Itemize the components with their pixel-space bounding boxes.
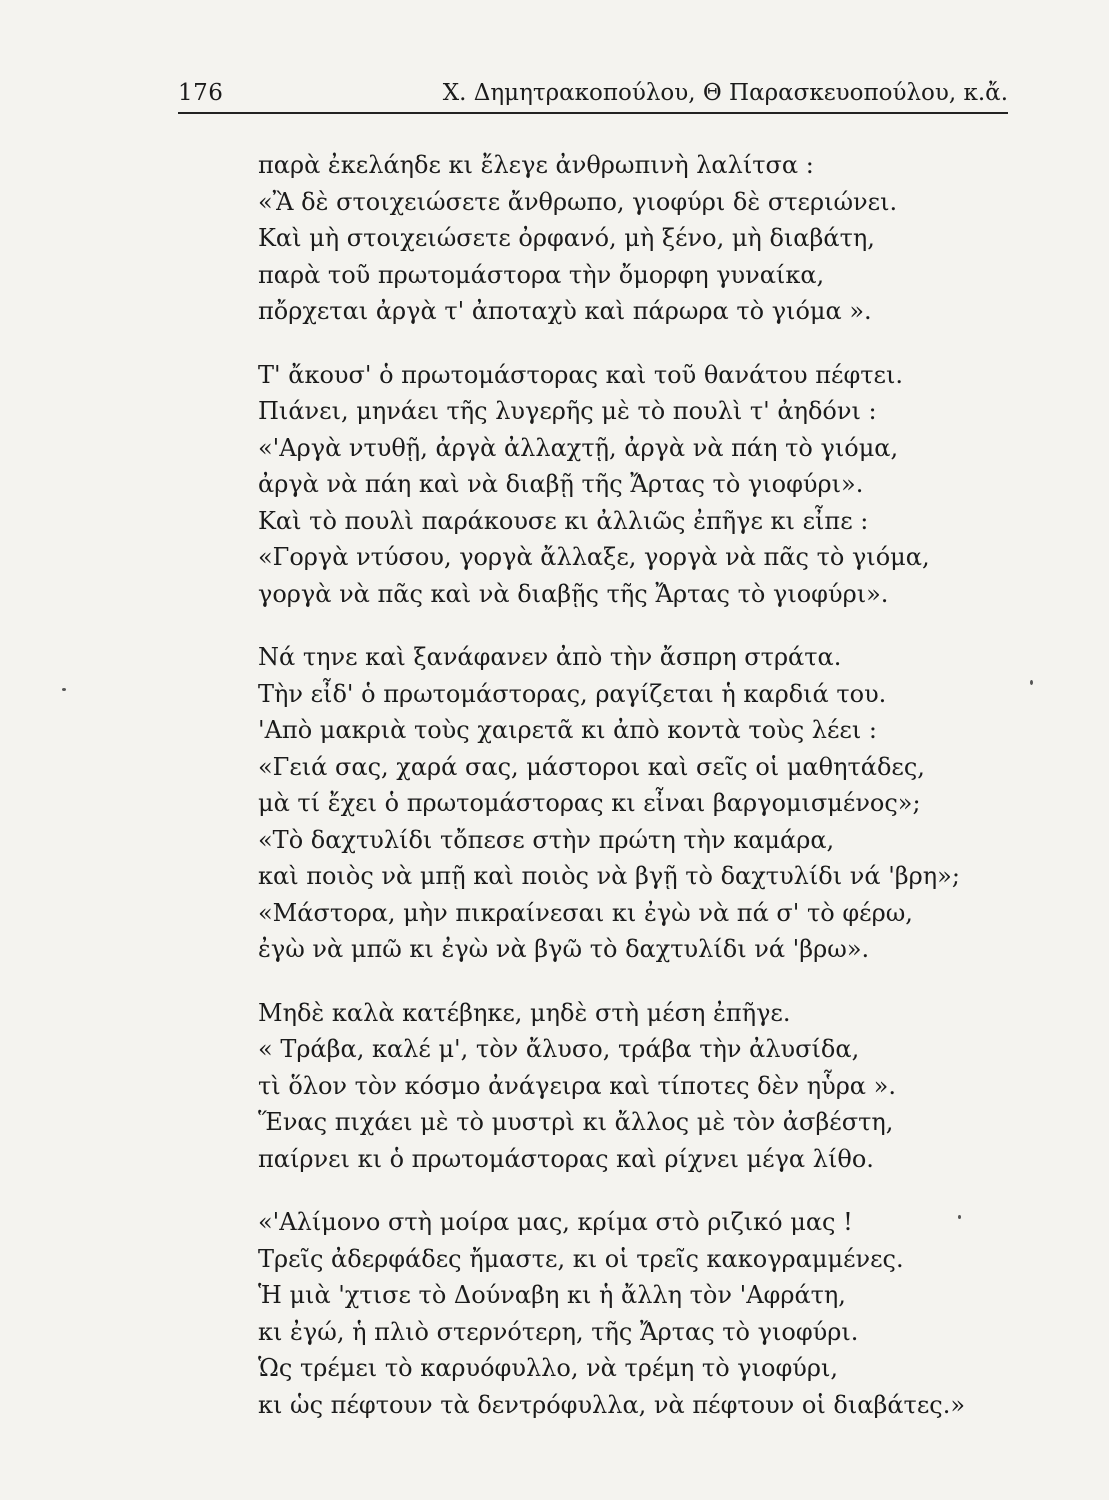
poem-line: καὶ ποιὸς νὰ μπῇ καὶ ποιὸς νὰ βγῇ τὸ δαχτυλίδι νά 'βρη»; — [258, 862, 960, 890]
poem-line: γοργὰ νὰ πᾶς καὶ νὰ διαβῇς τῆς Ἄρτας τὸ γιοφύρι». — [258, 579, 889, 608]
poem-line: Καὶ μὴ στοιχειώσετε ὀρφανό, μὴ ξένο, μὴ διαβάτη, — [258, 224, 875, 252]
print-speck — [62, 688, 66, 691]
poem-line: Ἡ μιὰ 'χτισε τὸ Δούναβη κι ἡ ἄλλη τὸν 'Αφράτη, — [258, 1281, 846, 1309]
poem-text — [258, 147, 998, 1450]
poem-line: μὰ τί ἔχει ὁ πρωτομάστορας κι εἶναι βαργομισμένος»; — [258, 789, 921, 817]
running-head: Χ. Δημητρακοπούλου, Θ Παρασκευοπούλου, κ.ἄ. — [442, 80, 1008, 106]
poem-line: τὶ ὅλον τὸν κόσμο ἀνάγειρα καὶ τίποτες δὲν ηὗρα ». — [258, 1071, 896, 1100]
poem-line: «'Αργὰ ντυθῇ, ἀργὰ ἀλλαχτῇ, ἀργὰ νὰ πάη τὸ γιόμα, — [258, 433, 899, 462]
poem-line: Μηδὲ καλὰ κατέβηκε, μηδὲ στὴ μέση ἐπῆγε. — [258, 998, 791, 1027]
poem-line: «Γειά σας, χαρά σας, μάστοροι καὶ σεῖς οἱ μαθητάδες, — [258, 752, 925, 781]
poem-line: παρὰ ἐκελάηδε κι ἔλεγε ἀνθρωπινὴ λαλίτσα : — [258, 151, 814, 179]
stanza — [258, 995, 998, 1178]
poem-line: Ἕνας πιχάει μὲ τὸ μυστρὶ κι ἄλλος μὲ τὸν ἀσβέστη, — [258, 1108, 894, 1136]
poem-line: Πιάνει, μηνάει τῆς λυγερῆς μὲ τὸ πουλὶ τ' ἀηδόνι : — [258, 397, 877, 425]
poem-line: κι ἐγώ, ἡ πλιὸ στερνότερη, τῆς Ἄρτας τὸ γιοφύρι. — [258, 1317, 859, 1346]
poem-line: «Μάστορα, μὴν πικραίνεσαι κι ἐγὼ νὰ πά σ' τὸ φέρω, — [258, 898, 913, 927]
poem-line: πὄρχεται ἀργὰ τ' ἀποταχὺ καὶ πάρωρα τὸ γιόμα ». — [258, 297, 872, 325]
poem-line: ἐγὼ νὰ μπῶ κι ἐγὼ νὰ βγῶ τὸ δαχτυλίδι νά 'βρω». — [258, 935, 870, 963]
poem-line: «Γοργὰ ντύσου, γοργὰ ἄλλαξε, γοργὰ νὰ πᾶς τὸ γιόμα, — [258, 543, 930, 571]
stanza — [258, 1204, 998, 1423]
stanza — [258, 147, 998, 330]
poem-line: Τὴν εἶδ' ὁ πρωτομάστορας, ραγίζεται ἡ καρδιά του. — [258, 679, 887, 708]
poem-line: ἀργὰ νὰ πάη καὶ νὰ διαβῇ τῆς Ἄρτας τὸ γιοφύρι». — [258, 470, 864, 498]
page-header — [178, 72, 1008, 114]
poem-line: Τρεῖς ἀδερφάδες ἤμαστε, κι οἱ τρεῖς κακογραμμένες. — [258, 1244, 904, 1273]
page-number: 176 — [178, 80, 224, 106]
print-speck — [1030, 680, 1033, 685]
poem-line: «Ἂ δὲ στοιχειώσετε ἄνθρωπο, γιοφύρι δὲ στεριώνει. — [258, 187, 898, 216]
stanza — [258, 357, 998, 613]
poem-line: «'Αλίμονο στὴ μοίρα μας, κρίμα στὸ ριζικό μας ! — [258, 1208, 853, 1236]
poem-line: Τ' ἄκουσ' ὁ πρωτομάστορας καὶ τοῦ θανάτου πέφτει. — [258, 360, 903, 389]
stanza — [258, 639, 998, 968]
poem-line: Καὶ τὸ πουλὶ παράκουσε κι ἀλλιῶς ἐπῆγε κι εἶπε : — [258, 506, 869, 535]
poem-line: 'Απὸ μακριὰ τοὺς χαιρετᾶ κι ἀπὸ κοντὰ τοὺς λέει : — [258, 716, 877, 744]
poem-line: Νά τηνε καὶ ξανάφανεν ἀπὸ τὴν ἄσπρη στράτα. — [258, 643, 842, 671]
poem-line: παρὰ τοῦ πρωτομάστορα τὴν ὄμορφη γυναίκα, — [258, 260, 825, 289]
print-speck — [958, 1215, 961, 1219]
poem-line: « Τράβα, καλέ μ', τὸν ἄλυσο, τράβα τὴν ἀλυσίδα, — [258, 1035, 860, 1063]
poem-line: Ὡς τρέμει τὸ καρυόφυλλο, νὰ τρέμη τὸ γιοφύρι, — [258, 1354, 839, 1382]
poem-line: «Τὸ δαχτυλίδι τὄπεσε στὴν πρώτη τὴν καμάρα, — [258, 825, 835, 854]
poem-line: κι ὡς πέφτουν τὰ δεντρόφυλλα, νὰ πέφτουν οἱ διαβάτες.» — [258, 1390, 966, 1419]
poem-line: παίρνει κι ὁ πρωτομάστορας καὶ ρίχνει μέγα λίθο. — [258, 1144, 874, 1173]
